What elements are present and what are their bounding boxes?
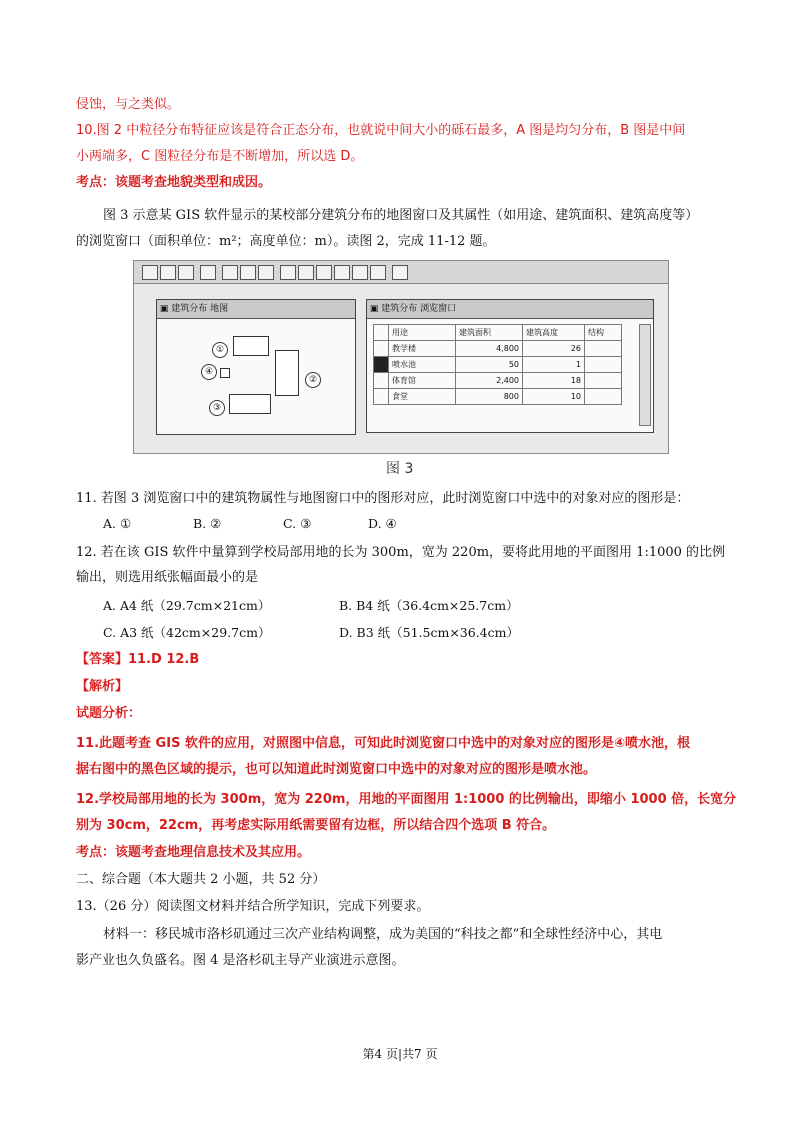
page-footer: 第4 页|共7 页 (362, 1047, 438, 1061)
intro-line-3: 小两端多，C 图粒径分布是不断增加，所以选 D。 (76, 149, 364, 164)
shape-2[interactable] (275, 350, 299, 396)
shape-4[interactable] (220, 368, 230, 378)
marker-1: ① (212, 342, 228, 358)
row-selector[interactable] (374, 373, 389, 389)
section2-title: 二、综合题（本大题共 2 小题，共 52 分） (76, 872, 326, 887)
question-intro-2: 的浏览窗口（面积单位：m²；高度单位：m）。读图 2，完成 11-12 题。 (76, 234, 496, 249)
cell-height: 18 (523, 373, 585, 389)
cell-area: 800 (456, 389, 523, 405)
cell-height: 1 (523, 357, 585, 373)
analysis-line-4: 别为 30cm，22cm，再考虑实际用纸需要留有边框，所以结合四个选项 B 符合。 (76, 818, 556, 833)
answer-label: 【答案】11.D 12.B (76, 652, 200, 667)
browse-window-title: ▣ 建筑分布 浏览窗口 (367, 300, 653, 319)
browse-window (366, 299, 654, 433)
q12-stem-2: 输出，则选用纸张幅面最小的是 (76, 570, 259, 585)
marker-2: ② (305, 372, 321, 388)
paste-icon[interactable] (258, 265, 274, 280)
q11-option-d: D. ④ (368, 516, 397, 531)
layout-icon[interactable] (370, 265, 386, 280)
attribute-table (373, 324, 622, 405)
table-row[interactable] (374, 389, 622, 405)
table-row[interactable] (374, 373, 622, 389)
open-icon[interactable] (160, 265, 176, 280)
analysis-line-3: 12.学校局部用地的长为 300m，宽为 220m，用地的平面图用 1:1000 的比例输出，即缩小 1000 倍，长宽分 (76, 792, 737, 807)
analysis-line-2: 据右图中的黑色区域的提示，也可以知道此时浏览窗口中选中的对象对应的图形是喷水池。 (76, 762, 597, 777)
undo-icon[interactable] (280, 265, 296, 280)
cell-area: 50 (456, 357, 523, 373)
q12-option-c: C. A3 纸（42cm×29.7cm） (103, 625, 271, 640)
row-selector-selected[interactable] (374, 357, 389, 373)
row-selector[interactable] (374, 389, 389, 405)
cell-height: 26 (523, 341, 585, 357)
analysis-label: 【解析】 (76, 679, 129, 694)
header-height: 建筑高度 (523, 325, 585, 341)
map-icon[interactable] (316, 265, 332, 280)
row-selector[interactable] (374, 341, 389, 357)
q12-option-d: D. B3 纸（51.5cm×36.4cm） (339, 625, 519, 640)
gis-toolbar (134, 261, 668, 284)
q13-title: 13.（26 分）阅读图文材料并结合所学知识，完成下列要求。 (76, 899, 430, 914)
cell-height: 10 (523, 389, 585, 405)
cell-use: 食堂 (389, 389, 456, 405)
intro-line-1: 侵蚀，与之类似。 (76, 97, 181, 112)
cell-area: 2,400 (456, 373, 523, 389)
cell-use: 喷水池 (389, 357, 456, 373)
q11-option-b: B. ② (193, 516, 222, 531)
analysis-title: 试题分析： (76, 706, 142, 721)
question-intro-1: 图 3 示意某 GIS 软件显示的某校部分建筑分布的地图窗口及其属性（如用途、建筑面积、建筑高度等） (103, 208, 699, 223)
save-icon[interactable] (178, 265, 194, 280)
header-area: 建筑面积 (456, 325, 523, 341)
grid-icon[interactable] (298, 265, 314, 280)
marker-3: ③ (209, 400, 225, 416)
cell-area: 4,800 (456, 341, 523, 357)
table-icon[interactable] (334, 265, 350, 280)
shape-1[interactable] (233, 336, 269, 356)
q11-stem: 11. 若图 3 浏览窗口中的建筑物属性与地图窗口中的图形对应，此时浏览窗口中选中的对象对应的图形是： (76, 491, 690, 506)
help-icon[interactable] (392, 265, 408, 280)
analysis-line-1: 11.此题考查 GIS 软件的应用，对照图中信息，可知此时浏览窗口中选中的对象对应的图形是④喷水池，根 (76, 736, 690, 751)
copy-icon[interactable] (240, 265, 256, 280)
table-header-row (374, 325, 622, 341)
cut-icon[interactable] (222, 265, 238, 280)
analysis-topic: 考点：该题考查地理信息技术及其应用。 (76, 845, 311, 860)
print-icon[interactable] (200, 265, 216, 280)
cell-use: 教学楼 (389, 341, 456, 357)
figure-caption: 图 3 (386, 461, 414, 477)
new-icon[interactable] (142, 265, 158, 280)
map-window-title: ▣ 建筑分布 地图 (157, 300, 355, 319)
table-row[interactable] (374, 341, 622, 357)
map-window (156, 299, 356, 435)
chart-icon[interactable] (352, 265, 368, 280)
vertical-scrollbar[interactable] (639, 324, 651, 426)
q12-stem-1: 12. 若在该 GIS 软件中量算到学校局部用地的长为 300m，宽为 220m，要将此用地的平面图用 1:1000 的比例 (76, 545, 726, 560)
material-line-2: 影产业也久负盛名。图 4 是洛杉矶主导产业演进示意图。 (76, 953, 405, 968)
header-use: 用途 (389, 325, 456, 341)
intro-line-4: 考点：该题考查地貌类型和成因。 (76, 175, 272, 190)
q12-option-b: B. B4 纸（36.4cm×25.7cm） (339, 598, 519, 613)
table-row-selected[interactable] (374, 357, 622, 373)
cell-use: 体育馆 (389, 373, 456, 389)
material-line-1: 材料一：移民城市洛杉矶通过三次产业结构调整，成为美国的“科技之都”和全球性经济中心，其电 (103, 927, 663, 942)
shape-3[interactable] (229, 394, 271, 414)
gis-figure (133, 260, 669, 454)
marker-4: ④ (201, 364, 217, 380)
q11-option-c: C. ③ (283, 516, 312, 531)
header-structure: 结构 (585, 325, 622, 341)
intro-line-2: 10.图 2 中粒径分布特征应该是符合正态分布，也就说中间大小的砾石最多，A 图是均匀分布，B 图是中间 (76, 123, 686, 138)
q11-option-a: A. ① (103, 516, 132, 531)
q12-option-a: A. A4 纸（29.7cm×21cm） (103, 598, 271, 613)
